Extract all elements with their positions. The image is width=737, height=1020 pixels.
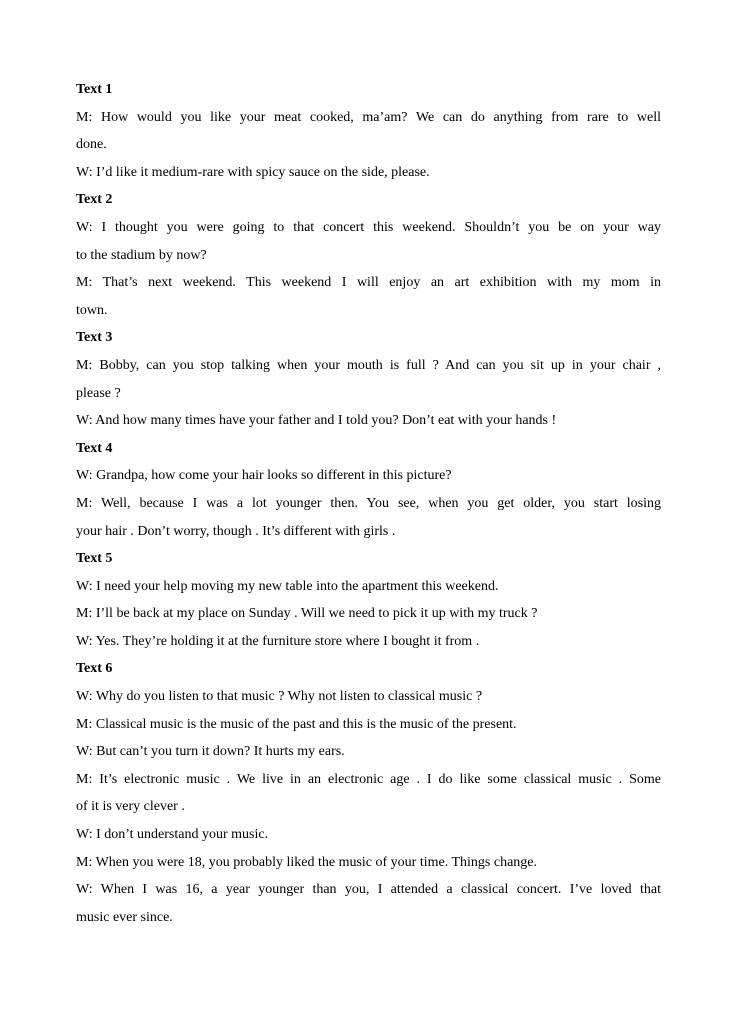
dialogue-line: W: When I was 16, a year younger than you, I attended a classical concert. I’ve loved that — [76, 882, 661, 898]
section-heading: Text 3 — [76, 330, 113, 346]
dialogue-line: music ever since. — [76, 909, 173, 925]
dialogue-line: your hair . Don’t worry, though . It’s different with girls . — [76, 523, 396, 539]
section-heading: Text 1 — [76, 82, 113, 97]
dialogue-line: of it is very clever . — [76, 799, 185, 815]
section-heading: Text 4 — [76, 440, 113, 456]
dialogue-line: W: I need your help moving my new table into the apartment this weekend. — [76, 578, 499, 594]
dialogue-line: M: How would you like your meat cooked, ma’am? We can do anything from rare to well — [76, 109, 661, 125]
dialogue-line: M: Well, because I was a lot younger then. You see, when you get older, you start losing — [76, 495, 661, 511]
transcript-body — [76, 76, 661, 931]
dialogue-line: town. — [76, 302, 108, 318]
section-text-2 — [76, 186, 661, 324]
section-heading: Text 6 — [76, 661, 113, 677]
section-text-1 — [76, 76, 661, 186]
dialogue-line: M: It’s electronic music . We live in an electronic age . I do like some classical music . Some — [76, 771, 661, 787]
dialogue-line: W: I thought you were going to that concert this weekend. Shouldn’t you be on your way — [76, 219, 661, 235]
dialogue-line: to the stadium by now? — [76, 247, 207, 263]
dialogue-line: W: And how many times have your father and I told you? Don’t eat with your hands ! — [76, 413, 557, 429]
section-text-3 — [76, 324, 661, 434]
dialogue-line: W: I’d like it medium-rare with spicy sauce on the side, please. — [76, 164, 430, 180]
dialogue-line: M: That’s next weekend. This weekend I will enjoy an art exhibition with my mom in — [76, 275, 661, 291]
dialogue-line: W: I don’t understand your music. — [76, 827, 269, 843]
dialogue-line: M: I’ll be back at my place on Sunday . Will we need to pick it up with my truck ? — [76, 606, 538, 622]
section-heading: Text 5 — [76, 551, 113, 567]
dialogue-line: W: Yes. They’re holding it at the furniture store where I bought it from . — [76, 633, 480, 649]
dialogue-line: please ? — [76, 385, 121, 401]
section-text-4 — [76, 435, 661, 545]
section-text-6 — [76, 655, 661, 931]
dialogue-line: W: Grandpa, how come your hair looks so different in this picture? — [76, 468, 452, 484]
dialogue-line: M: Classical music is the music of the past and this is the music of the present. — [76, 716, 517, 732]
dialogue-line: W: Why do you listen to that music ? Why not listen to classical music ? — [76, 689, 483, 705]
dialogue-line: M: Bobby, can you stop talking when your mouth is full ? And can you sit up in your chair , — [76, 357, 661, 373]
dialogue-line: done. — [76, 137, 107, 153]
dialogue-line: W: But can’t you turn it down? It hurts my ears. — [76, 744, 345, 760]
dialogue-line: M: When you were 18, you probably liked the music of your time. Things change. — [76, 854, 538, 870]
section-heading: Text 2 — [76, 192, 113, 208]
section-text-5 — [76, 545, 661, 655]
